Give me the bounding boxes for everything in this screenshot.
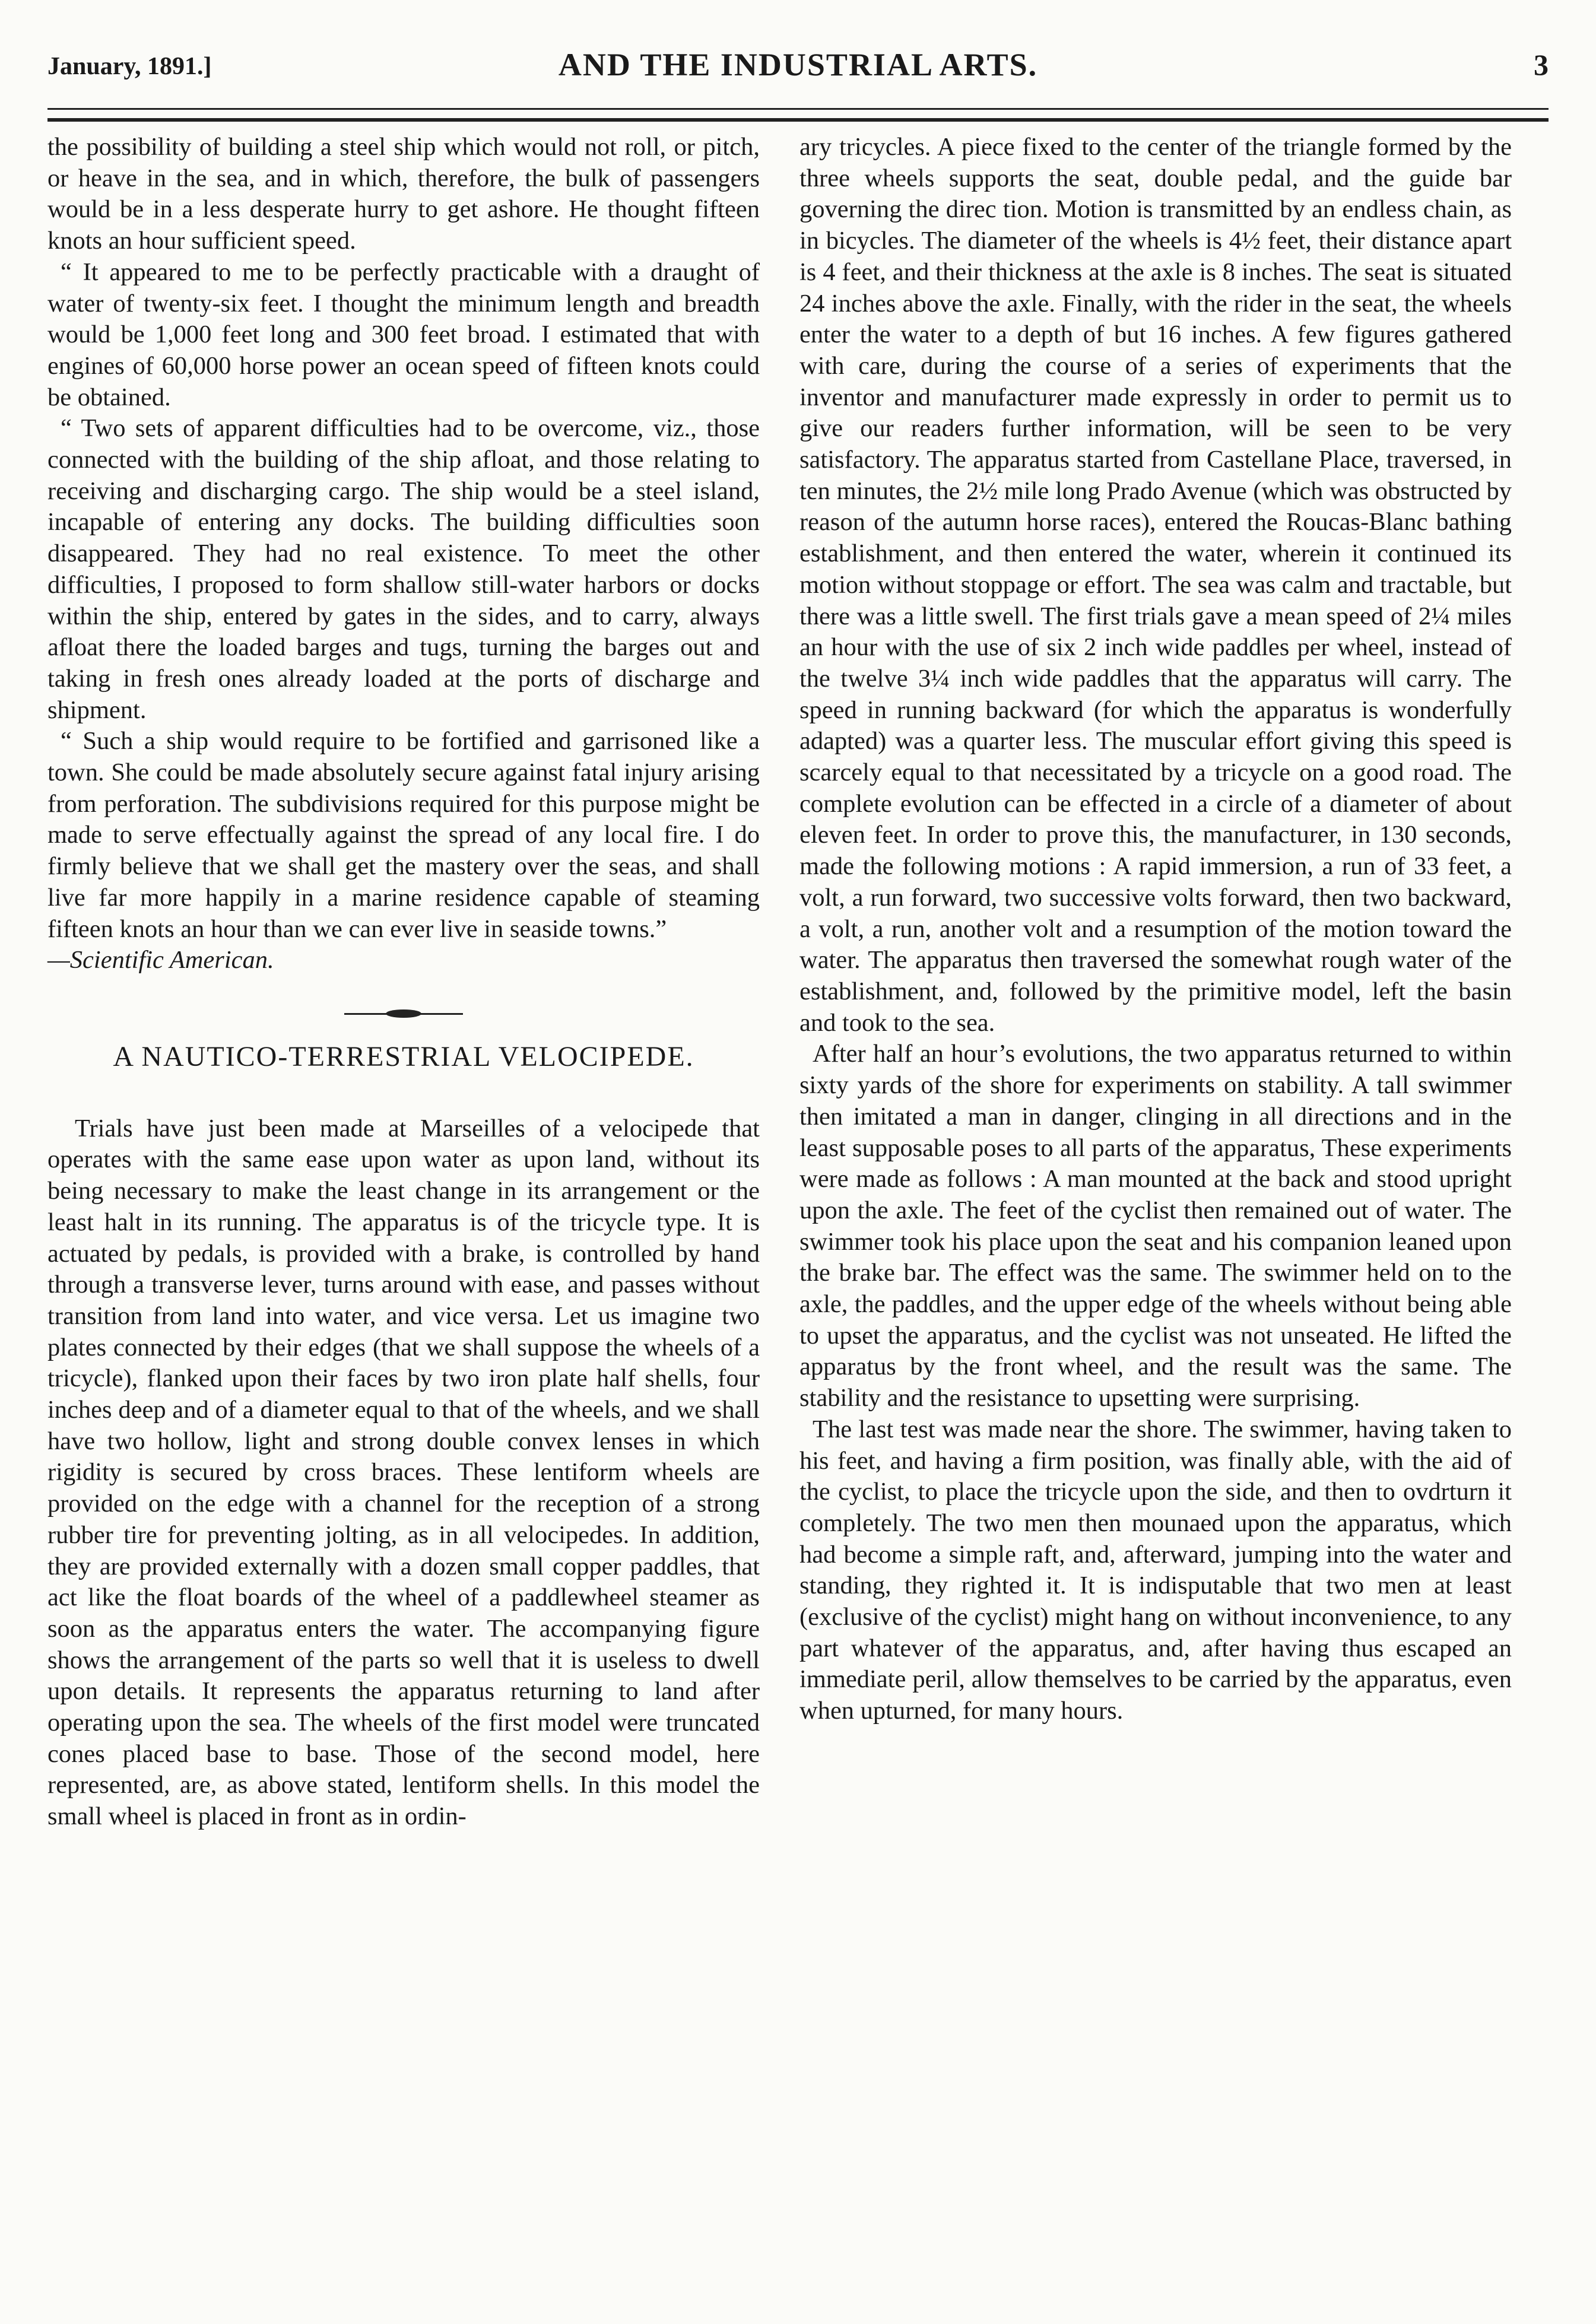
attribution: —Scientific American. <box>47 946 274 974</box>
paragraph: The last test was made near the shore. The swimmer, having taken to his feet, and having a firm position, was finally able, with the aid of the cyclist, to place the tricycle upon the side, and then to ovdrturn it completely. The two men then mounaed upon the apparatus, which had become a simple raft, and, afterward, jumping into the water and standing, they righted it. It is indisputable that two men at least (exclusive of the cyclist) might hang on without inconvenience, to any part whatever of the apparatus, and, after having thus escaped an immediate peril, allow themselves to be carried by the apparatus, even when upturned, for many hours. <box>799 1415 1512 1725</box>
page-number: 3 <box>1534 48 1549 81</box>
left-column <box>47 132 760 1833</box>
running-head <box>47 42 1549 89</box>
right-column <box>799 132 1512 1727</box>
paragraph: “ It appeared to me to be perfectly practicable with a draught of water of twenty-six feet. I thought the minimum length and breadth would be 1,000 feet long and 300 feet broad. I estimated that with engines of 60,000 horse power an ocean speed of fifteen knots could be obtained. <box>47 258 760 411</box>
paragraph: “ Such a ship would require to be fortified and garrisoned like a town. She could be made absolutely secure against fatal injury arising from perforation. The subdivisions required for this purpose might be made to serve effectually against the spread of any local fire. I do firmly believe that we shall get the mastery over the seas, and shall live far more happily in a marine residence capable of steaming fifteen knots an hour than we can ever live in seaside towns.” <box>47 727 760 943</box>
journal-title: AND THE INDUSTRIAL ARTS. <box>558 47 1038 82</box>
section-separator <box>344 1009 463 1018</box>
issue-date: January, 1891.] <box>47 53 212 80</box>
header-rule <box>47 108 1549 122</box>
article-heading: A NAUTICO-TERRESTRIAL VELOCIPEDE. <box>113 1040 694 1072</box>
paragraph: “ Two sets of apparent difficulties had to be overcome, viz., those connected with the building of the ship afloat, and those relating to receiving and discharging cargo. The ship would be a steel island, incapable of entering any docks. The building difficulties soon disappeared. They had no real existence. To meet the other difficulties, I proposed to form shallow still-water harbors or docks within the ship, entered by gates in the sides, and to carry, always afloat there the loaded barges and tugs, turning the barges out and taking in fresh ones already loaded at the ports of discharge and shipment. <box>47 414 760 724</box>
paragraph: After half an hour’s evolutions, the two apparatus returned to within sixty yards of the shore for experiments on stability. A tall swimmer then imitated a man in danger, clinging in all directions and in the least supposable poses to all parts of the apparatus, These experiments were made as follows : A man mounted at the back and stood upright upon the axle. The feet of the cyclist then remained out of water. The swimmer took his place upon the seat and his companion leaned upon the brake bar. The effect was the same. The swimmer held on to the axle, the paddles, and the upper edge of the wheels without being able to upset the apparatus, and the cyclist was not unseated. He lifted the apparatus by the front wheel, and the result was the same. The stability and the resistance to upsetting were surprising. <box>799 1040 1512 1412</box>
paragraph: the possibility of building a steel ship which would not roll, or pitch, or heave in the sea, and in which, therefore, the bulk of passengers would be in a less desperate hurry to get ashore. He thought fifteen knots an hour sufficient speed. <box>47 133 760 255</box>
paragraph: Trials have just been made at Marseilles of a velocipede that operates with the same ease upon water as upon land, without its being necessary to make the least change in its arrangement or the least halt in its running. The apparatus is of the tricycle type. It is actuated by pedals, is provided with a brake, is controlled by hand through a transverse lever, turns around with ease, and passes without transition from land into water, and vice versa. Let us imagine two plates connected by their edges (that we shall suppose the wheels of a tricycle), flanked upon their faces by two iron plate half shells, four inches deep and of a diameter equal to that of the wheels, and we shall have two hollow, light and strong double convex lenses in which rigidity is secured by cross braces. These lentiform wheels are provided on the edge with a channel for the reception of a strong rubber tire for preventing jolting, as in all velocipedes. In addition, they are provided externally with a dozen small copper paddles, that act like the float boards of the wheel of a paddlewheel steamer as soon as the apparatus enters the water. The accompanying figure shows the arrangement of the parts so well that it is useless to dwell upon details. It represents the apparatus returning to land after operating upon the sea. The wheels of the first model were truncated cones placed base to base. Those of the second model, here represented, are, as above stated, lentiform shells. In this model the small wheel is placed in front as in ordin- <box>47 1114 760 1831</box>
paragraph: ary tricycles. A piece fixed to the center of the triangle formed by the three wheels supports the seat, double pedal, and the guide bar governing the direc tion. Motion is transmitted by an endless chain, as in bicycles. The diameter of the wheels is 4½ feet, their distance apart is 4 feet, and their thickness at the axle is 8 inches. The seat is situated 24 inches above the axle. Finally, with the rider in the seat, the wheels enter the water to a depth of but 16 inches. A few figures gathered with care, during the course of a series of experiments that the inventor and manufacturer made expressly in order to permit us to give our readers further information, will be seen to be very satisfactory. The apparatus started from Castellane Place, traversed, in ten minutes, the 2½ mile long Prado Avenue (which was obstructed by reason of the autumn horse races), entered the Roucas-Blanc bathing establishment, and then entered the water, wherein it continued its motion without stoppage or effort. The sea was calm and tractable, but there was a little swell. The first trials gave a mean speed of 2¼ miles an hour with the use of six 2 inch wide paddles per wheel, instead of the twelve 3¼ inch wide paddles that the apparatus will carry. The speed in running backward (for which the apparatus is wonderfully adapted) was a quarter less. The muscular effort giving this speed is scarcely equal to that necessitated by a tricycle on a good road. The complete evolution can be effected in a circle of a diameter of about eleven feet. In order to prove this, the manufacturer, in 130 seconds, made the following motions : A rapid immersion, a run of 33 feet, a volt, a run forward, two successive volts forward, then two backward, a volt, a run, another volt and a resumption of the motion toward the water. The apparatus then traversed the somewhat rough water of the establishment, and, followed by the primitive model, left the basin and took to the sea. <box>799 133 1512 1037</box>
ornament-icon <box>386 1009 421 1018</box>
